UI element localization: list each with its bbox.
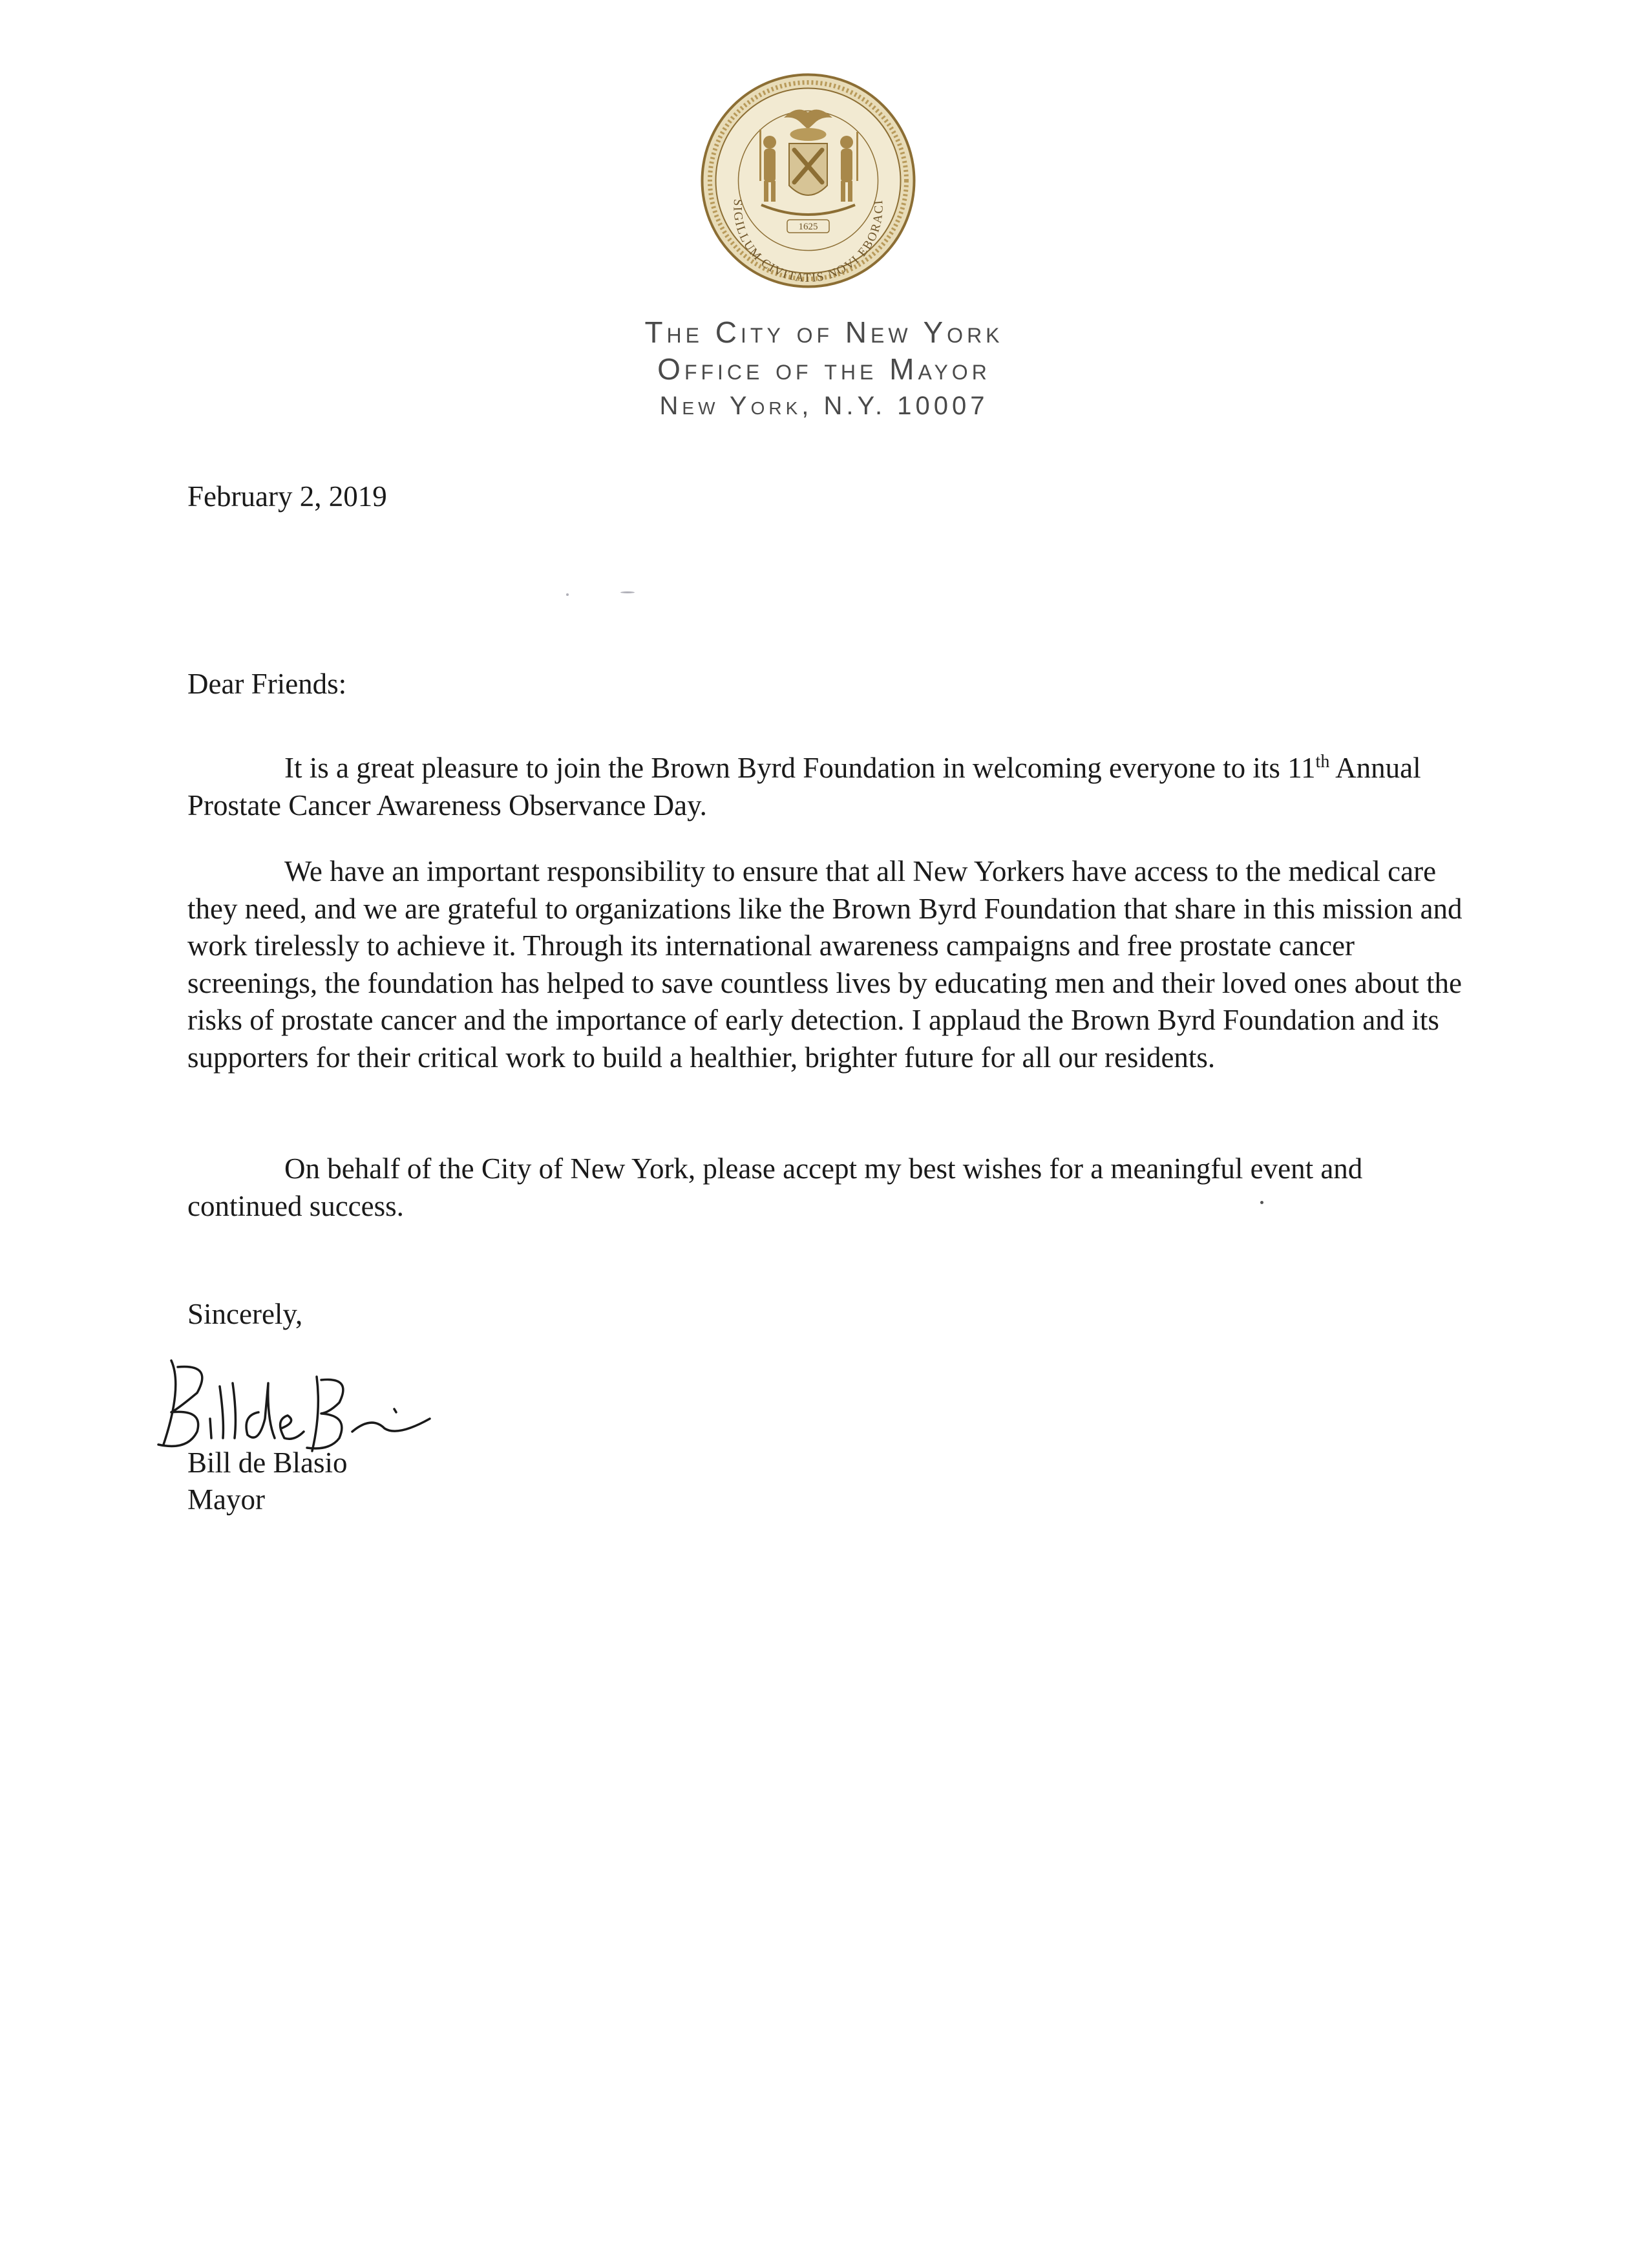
closing: Sincerely, — [187, 1298, 303, 1330]
letterhead-office: Office of the Mayor — [657, 352, 991, 386]
signature-image — [152, 1348, 449, 1457]
letter-date: February 2, 2019 — [187, 480, 387, 513]
paragraph-1-end: Annual Prostate Cancer Awareness Observance Day. — [187, 752, 1421, 821]
seal-year: 1625 — [798, 222, 818, 232]
paragraph-3-text: On behalf of the City of New York, please accept my best wishes for a meaningful event and continued success. — [187, 1152, 1363, 1222]
letterhead-address: New York, N.Y. 10007 — [659, 392, 989, 420]
paragraph-3 — [187, 1150, 1464, 1225]
salutation: Dear Friends: — [187, 668, 347, 700]
nyc-seal-icon — [700, 72, 916, 289]
letterhead — [501, 314, 1147, 425]
signer-name: Bill de Blasio — [187, 1447, 348, 1479]
ordinal-suffix: th — [1315, 752, 1330, 772]
ordinal-number: 11 — [1287, 752, 1316, 784]
paragraph-1 — [187, 743, 1464, 824]
signer-title: Mayor — [187, 1483, 265, 1516]
paragraph-1-start: It is a great pleasure to join the Brown Byrd Foundation in welcoming everyone to its — [284, 752, 1288, 784]
scan-speck — [620, 591, 635, 593]
paragraph-2-text: We have an important responsibility to ensure that all New Yorkers have access to the medical care they need, and we are grateful to organizations like the Brown Byrd Foundation that share in this mission and work tirelessly to achieve it. Through its international awareness campaigns and free prostate cancer screenings, the foundation has helped to save countless lives by educating men and their loved ones about the risks of prostate cancer and the importance of early detection. I applaud the Brown Byrd Foundation and its supporters for their critical work to build a healthier, brighter future for all our residents. — [187, 855, 1463, 1074]
letterhead-city: The City of New York — [644, 315, 1004, 349]
seal-motto: SIGILLUM CIVITATIS NOVI EBORACI — [730, 198, 886, 285]
paragraph-2 — [187, 853, 1464, 1076]
scan-speck — [566, 593, 569, 596]
